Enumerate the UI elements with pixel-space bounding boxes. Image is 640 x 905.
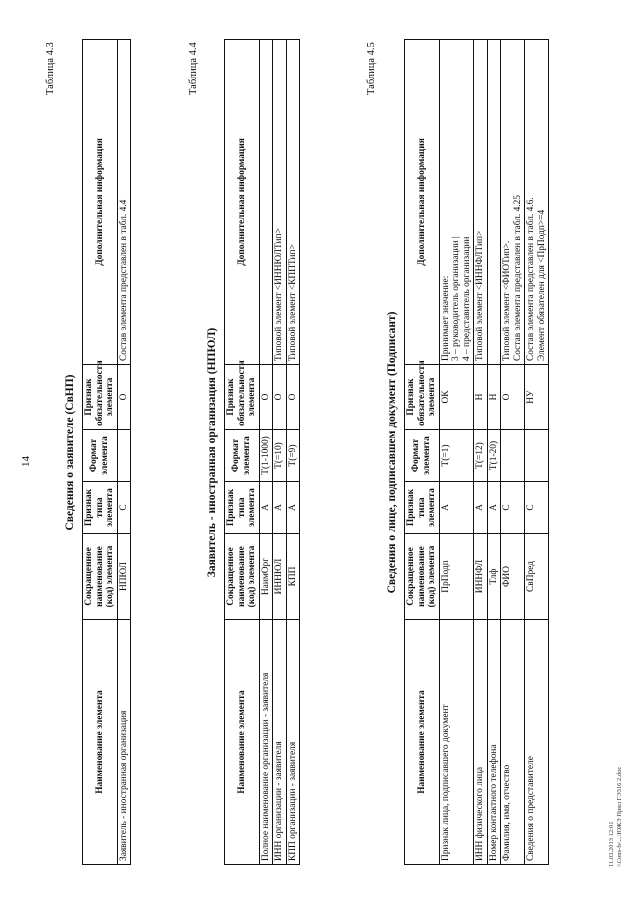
cell-required: ОК [439, 365, 474, 430]
footer-timestamp: 11.03.2013 12:01 [608, 821, 615, 867]
cell-type: А [474, 482, 488, 534]
cell-info [259, 40, 273, 365]
cell-info: Состав элемента представлен в табл. 4.4 [117, 40, 131, 365]
table-4-5-title: Сведения о лице, подписавшем документ (Подписант) [386, 311, 398, 594]
cell-format [501, 430, 525, 482]
col-header-code: Сокращенное наименование (код) элемента [405, 534, 440, 620]
cell-name: Заявитель - иностранная организация [117, 620, 131, 865]
cell-required: Н [474, 365, 488, 430]
info-line: Типовой элемент <ФИОТип>. [502, 240, 512, 361]
table-row [501, 40, 525, 865]
col-header-info: Дополнительная информация [83, 40, 118, 365]
col-header-required: Признак обязательности элемента [225, 365, 260, 430]
cell-type: А [273, 482, 287, 534]
table-4-3-title: Сведения о заявителе (СвНП) [64, 374, 76, 531]
cell-required: О [117, 365, 131, 430]
cell-code: ФИО [501, 534, 525, 620]
cell-name: КПП организации - заявителя [286, 620, 300, 865]
table-4-5 [404, 39, 549, 865]
col-header-type: Признак типа элемента [225, 482, 260, 534]
table-header-row [405, 40, 440, 865]
cell-info [525, 40, 549, 365]
info-line: Принимает значение: [440, 275, 451, 361]
page-number: 14 [20, 456, 32, 467]
info-line: Состав элемента представлен в табл. 4.25 [512, 195, 523, 361]
col-header-name: Наименование элемента [225, 620, 260, 865]
table-4-4 [224, 39, 300, 865]
table-4-4-label: Таблица 4.4 [188, 42, 199, 95]
cell-code: СвПред [525, 534, 549, 620]
table-4-3-label: Таблица 4.3 [45, 42, 56, 95]
cell-code: ИННЮЛ [273, 534, 287, 620]
cell-code: Тлф [487, 534, 501, 620]
cell-required: О [273, 365, 287, 430]
table-4-5-label: Таблица 4.5 [366, 42, 377, 95]
cell-format: T(=9) [286, 430, 300, 482]
cell-name: Номер контактного телефона [487, 620, 501, 865]
table-row [117, 40, 131, 865]
cell-format: T(=1) [439, 430, 474, 482]
cell-code: НаимОрг [259, 534, 273, 620]
info-line: 4 – представитель организации [461, 236, 472, 361]
col-header-info: Дополнительная информация [225, 40, 260, 365]
footer-file-path: \\Cons-fs\...\ЮЖЭ Прил ГЭ316 2.doc [616, 766, 623, 867]
col-header-format: Формат элемента [83, 430, 118, 482]
col-header-required: Признак обязательности элемента [405, 365, 440, 430]
cell-format: T(1-1000) [259, 430, 273, 482]
cell-type: А [439, 482, 474, 534]
table-row [439, 40, 474, 865]
table-header-row [83, 40, 118, 865]
cell-code: ИННФЛ [474, 534, 488, 620]
cell-info [439, 40, 474, 365]
table-4-3 [82, 39, 131, 865]
cell-code: НПЮЛ [117, 534, 131, 620]
cell-info: Типовой элемент <ИННФЛТип> [474, 40, 488, 365]
table-row [474, 40, 488, 865]
cell-name: Фамилия, имя, отчество [501, 620, 525, 865]
cell-type: С [117, 482, 131, 534]
cell-required: Н [487, 365, 501, 430]
col-header-required: Признак обязательности элемента [83, 365, 118, 430]
col-header-type: Признак типа элемента [83, 482, 118, 534]
col-header-info: Дополнительная информация [405, 40, 440, 365]
cell-code: КПП [286, 534, 300, 620]
cell-type: С [525, 482, 549, 534]
info-line: Элемент обязателен для <ПрПодп>=4 [536, 209, 547, 361]
cell-info [501, 40, 525, 365]
cell-format: T(1-20) [487, 430, 501, 482]
table-row [525, 40, 549, 865]
cell-info [487, 40, 501, 365]
cell-format: T(=10) [273, 430, 287, 482]
cell-info: Типовой элемент <КППТип> [286, 40, 300, 365]
table-header-row [225, 40, 260, 865]
col-header-type: Признак типа элемента [405, 482, 440, 534]
cell-format [525, 430, 549, 482]
info-line: 3 – руководитель организации | [451, 236, 461, 361]
col-header-code: Сокращенное наименование (код) элемента [225, 534, 260, 620]
cell-name: ИНН организации - заявителя [273, 620, 287, 865]
cell-name: Признак лица, подписавшего документ [439, 620, 474, 865]
cell-name: Полное наименование организации - заявителя [259, 620, 273, 865]
cell-type: С [501, 482, 525, 534]
cell-type: А [487, 482, 501, 534]
cell-code: ПрПодп [439, 534, 474, 620]
table-row [487, 40, 501, 865]
footer [608, 767, 624, 867]
cell-format: T(=12) [474, 430, 488, 482]
table-row [273, 40, 287, 865]
info-line: Состав элемента представлен в табл. 4.6. [526, 197, 536, 361]
col-header-name: Наименование элемента [405, 620, 440, 865]
cell-name: Сведения о представителе [525, 620, 549, 865]
cell-required: О [286, 365, 300, 430]
col-header-name: Наименование элемента [83, 620, 118, 865]
cell-required: О [259, 365, 273, 430]
cell-name: ИНН физического лица [474, 620, 488, 865]
col-header-code: Сокращенное наименование (код) элемента [83, 534, 118, 620]
cell-type: А [286, 482, 300, 534]
table-row [259, 40, 273, 865]
cell-info: Типовой элемент <ИННЮЛТип> [273, 40, 287, 365]
cell-required: О [501, 365, 525, 430]
cell-required: НУ [525, 365, 549, 430]
cell-type: А [259, 482, 273, 534]
table-row [286, 40, 300, 865]
col-header-format: Формат элемента [405, 430, 440, 482]
cell-format [117, 430, 131, 482]
col-header-format: Формат элемента [225, 430, 260, 482]
table-4-4-title: Заявитель - иностранная организация (НПЮЛ) [206, 327, 218, 578]
